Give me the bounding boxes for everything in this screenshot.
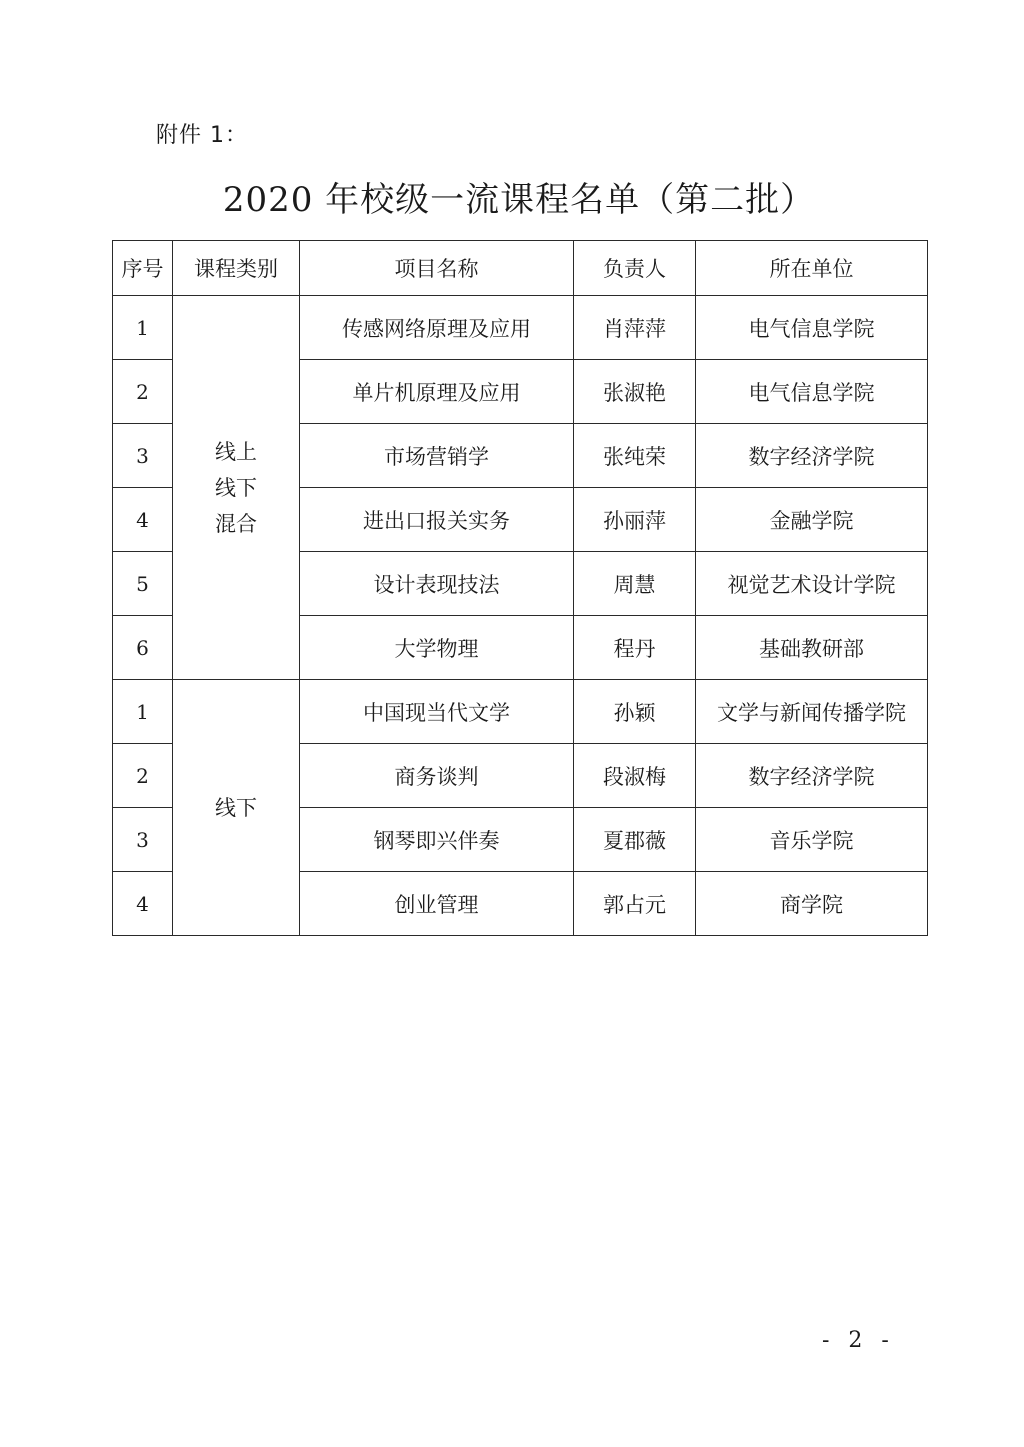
- unit-cell: 电气信息学院: [696, 360, 928, 424]
- header-course: 项目名称: [300, 241, 574, 296]
- unit-cell: 视觉艺术设计学院: [696, 552, 928, 616]
- attachment-label: 附件 1：: [156, 123, 248, 148]
- category-line: 线下: [215, 795, 257, 820]
- row-number-cell: 1: [113, 680, 173, 744]
- category-cell: [173, 680, 300, 936]
- category-line: 混合: [215, 511, 257, 536]
- lead-cell: 周慧: [574, 552, 696, 616]
- course-name-cell: 钢琴即兴伴奏: [300, 808, 574, 872]
- course-name-cell: 单片机原理及应用: [300, 360, 574, 424]
- course-name-cell: 创业管理: [300, 872, 574, 936]
- lead-cell: 程丹: [574, 616, 696, 680]
- unit-cell: 音乐学院: [696, 808, 928, 872]
- header-lead: 负责人: [574, 241, 696, 296]
- course-name-cell: 进出口报关实务: [300, 488, 574, 552]
- row-number-cell: 2: [113, 360, 173, 424]
- unit-cell: 数字经济学院: [696, 744, 928, 808]
- unit-cell: 数字经济学院: [696, 424, 928, 488]
- row-number-cell: 5: [113, 552, 173, 616]
- table-row: [113, 680, 928, 744]
- row-number-cell: 2: [113, 744, 173, 808]
- page-title: 2020 年校级一流课程名单（第二批）: [222, 180, 816, 220]
- table-row: [113, 296, 928, 360]
- course-name-cell: 市场营销学: [300, 424, 574, 488]
- unit-cell: 金融学院: [696, 488, 928, 552]
- lead-cell: 孙颖: [574, 680, 696, 744]
- course-name-cell: 商务谈判: [300, 744, 574, 808]
- unit-cell: 商学院: [696, 872, 928, 936]
- unit-cell: 基础教研部: [696, 616, 928, 680]
- page-number: - 2 -: [822, 1328, 895, 1353]
- row-number-cell: 1: [113, 296, 173, 360]
- category-line: 线上: [215, 439, 257, 464]
- row-number-cell: 4: [113, 872, 173, 936]
- row-number-cell: 3: [113, 424, 173, 488]
- row-number-cell: 4: [113, 488, 173, 552]
- lead-cell: 郭占元: [574, 872, 696, 936]
- header-category: 课程类别: [173, 241, 300, 296]
- header-row: [113, 241, 928, 296]
- unit-cell: 电气信息学院: [696, 296, 928, 360]
- header-no: 序号: [113, 241, 173, 296]
- course-name-cell: 中国现当代文学: [300, 680, 574, 744]
- lead-cell: 张淑艳: [574, 360, 696, 424]
- lead-cell: 肖萍萍: [574, 296, 696, 360]
- row-number-cell: 6: [113, 616, 173, 680]
- category-line: 线下: [215, 475, 257, 500]
- unit-cell: 文学与新闻传播学院: [696, 680, 928, 744]
- category-cell: [173, 296, 300, 680]
- lead-cell: 段淑梅: [574, 744, 696, 808]
- course-table: [112, 240, 928, 936]
- course-name-cell: 传感网络原理及应用: [300, 296, 574, 360]
- lead-cell: 孙丽萍: [574, 488, 696, 552]
- table-body: [113, 296, 928, 936]
- course-name-cell: 大学物理: [300, 616, 574, 680]
- row-number-cell: 3: [113, 808, 173, 872]
- course-name-cell: 设计表现技法: [300, 552, 574, 616]
- header-unit: 所在单位: [696, 241, 928, 296]
- lead-cell: 夏郡薇: [574, 808, 696, 872]
- lead-cell: 张纯荣: [574, 424, 696, 488]
